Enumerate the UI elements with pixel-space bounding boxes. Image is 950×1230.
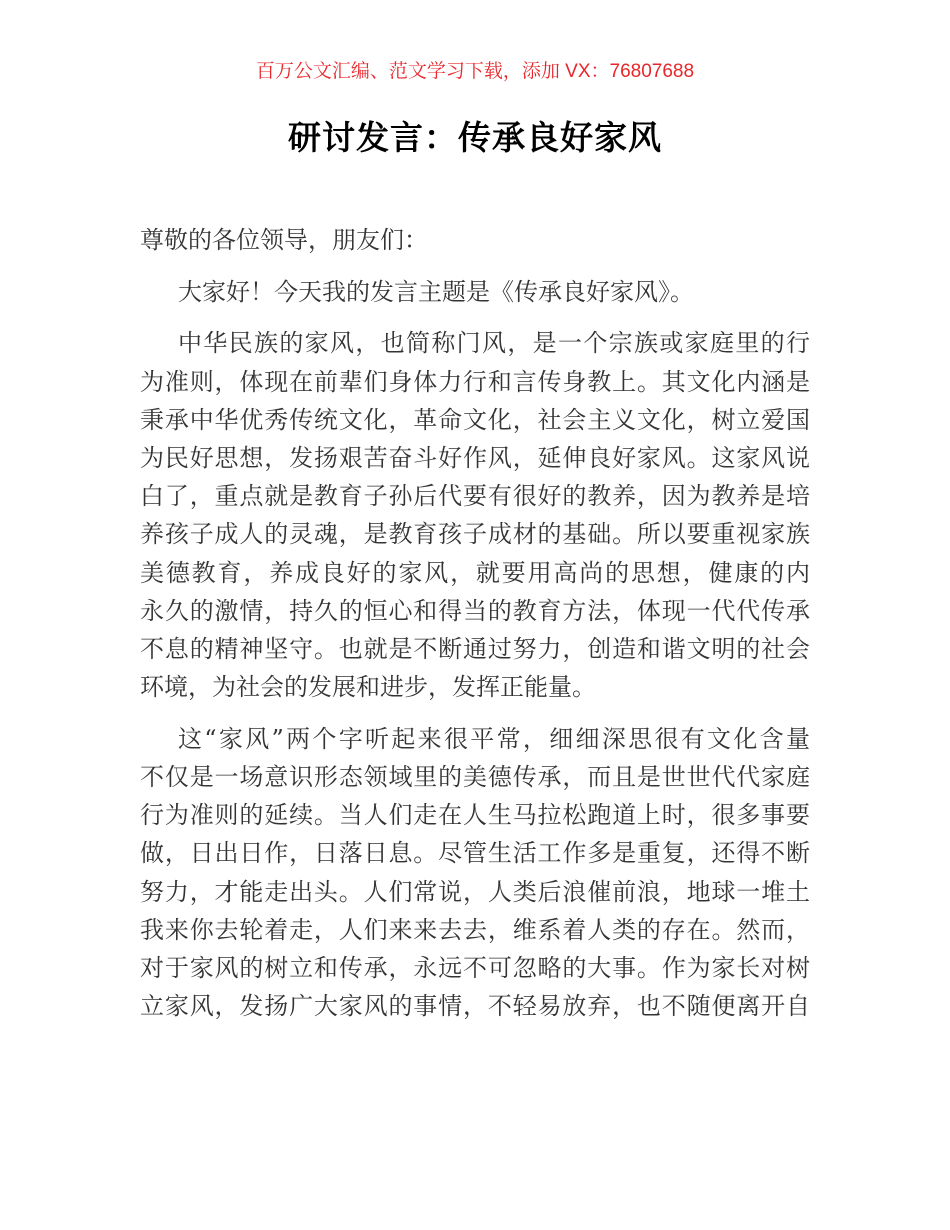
paragraph-line: 永久的激情，持久的恒心和得当的教育方法，体现一代代传承 [140, 596, 810, 625]
paragraph-line: 养孩子成人的灵魂，是教育孩子成材的基础。所以要重视家族 [140, 520, 810, 549]
greeting: 尊敬的各位领导，朋友们： [140, 226, 428, 254]
paragraph-2 [140, 324, 810, 706]
paragraph-line: 环境，为社会的发展和进步，发挥正能量。 [140, 673, 596, 702]
paragraph-line: 对于家风的树立和传承，永远不可忽略的大事。作为家长对树 [140, 953, 810, 982]
paragraph-line: 努力，才能走出头。人们常说，人类后浪催前浪，地球一堆土 [140, 877, 810, 906]
paragraph-line: 美德教育，养成良好的家风，就要用高尚的思想，健康的内 [140, 558, 810, 587]
document-body [140, 221, 810, 1039]
paragraph-line: 为准则，体现在前辈们身体力行和言传身教上。其文化内涵是 [140, 367, 810, 396]
paragraph-line: 白了，重点就是教育子孙后代要有很好的教养，因为教养是培 [140, 482, 810, 511]
paragraph-line: 我来你去轮着走，人们来来去去，维系着人类的存在。然而， [140, 915, 810, 944]
paragraph-line: 立家风，发扬广大家风的事情，不轻易放弃，也不随便离开自 [140, 992, 810, 1021]
paragraph-line: 为民好思想，发扬艰苦奋斗好作风，延伸良好家风。这家风说 [140, 443, 810, 472]
paragraph-line: 大家好！今天我的发言主题是《传承良好家风》。 [178, 277, 694, 306]
paragraph-line: 秉承中华优秀传统文化，革命文化，社会主义文化，树立爱国 [140, 405, 810, 434]
paragraph-3 [140, 720, 810, 1026]
paragraph-line: 做，日出日作，日落日息。尽管生活工作多是重复，还得不断 [140, 839, 810, 868]
paragraph-line: 中华民族的家风，也简称门风，是一个宗族或家庭里的行 [178, 329, 810, 358]
document-title: 研讨发言：传承良好家风 [288, 118, 662, 157]
paragraph-line: 不息的精神坚守。也就是不断通过努力，创造和谐文明的社会 [140, 634, 810, 663]
paragraph-line: 行为准则的延续。当人们走在人生马拉松跑道上时，很多事要 [140, 801, 810, 830]
paragraph-line: 不仅是一场意识形态领域里的美德传承，而且是世世代代家庭 [140, 762, 810, 791]
paragraph-line: 这“家风”两个字听起来很平常，细细深思很有文化含量 [178, 724, 810, 753]
watermark-banner: 百万公文汇编、范文学习下载，添加 VX：76807688 [255, 61, 695, 82]
paragraph-1 [140, 273, 810, 311]
